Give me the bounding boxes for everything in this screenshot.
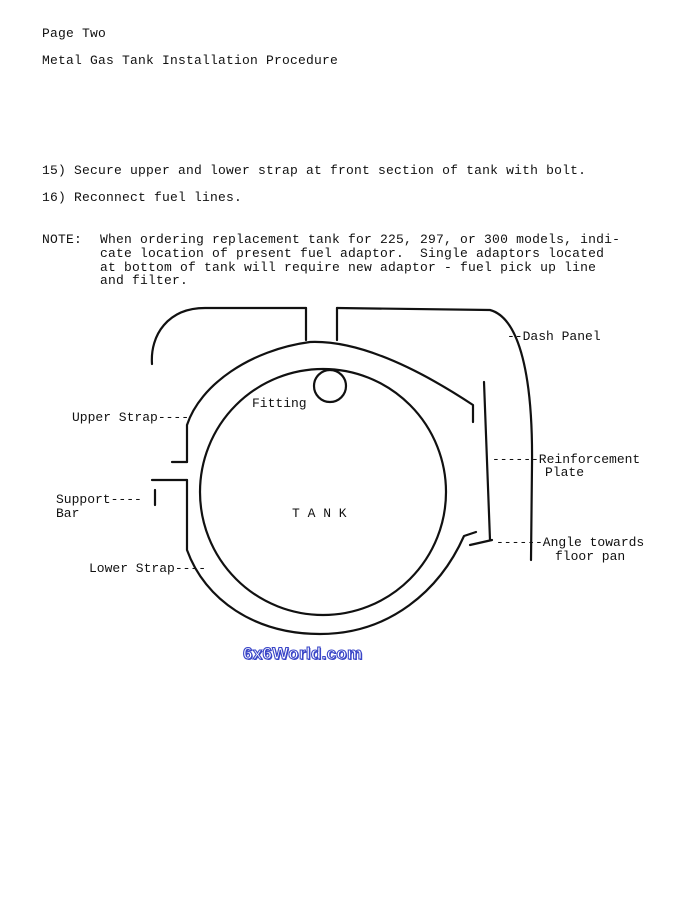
note-line: When ordering replacement tank for 225, 297, or 300 models, indi-	[100, 232, 621, 247]
reinforcement-plate	[484, 382, 490, 540]
support-bar-label: Support----	[56, 492, 142, 507]
note-line: cate location of present fuel adaptor. Single adaptors located	[100, 246, 605, 261]
support-bar-label-2: Bar	[56, 506, 80, 521]
watermark: 6x6World.com	[243, 644, 363, 663]
tank-body	[200, 369, 446, 615]
step-16: 16) Reconnect fuel lines.	[42, 190, 243, 205]
dash-panel-label: --Dash Panel	[507, 329, 601, 344]
dash-panel-outline-right	[337, 308, 532, 560]
note-prefix: NOTE:	[42, 232, 83, 247]
dash-panel-outline	[152, 308, 306, 364]
document-title: Metal Gas Tank Installation Procedure	[42, 53, 339, 68]
note-line: and filter.	[100, 273, 189, 288]
step-15: 15) Secure upper and lower strap at front section of tank with bolt.	[42, 163, 587, 178]
lower-strap	[187, 480, 476, 634]
reinforcement-label: ------Reinforcement	[492, 452, 641, 467]
page-number: Page Two	[42, 26, 107, 41]
reinforcement-label-2: Plate	[545, 465, 585, 480]
angle-label-2: floor pan	[555, 549, 626, 564]
note-line: at bottom of tank will require new adaptor - fuel pick up line	[100, 260, 597, 275]
tank-label: T A N K	[292, 506, 347, 521]
angle-label: ------Angle towards	[496, 535, 645, 550]
upper-strap-label: Upper Strap----	[72, 410, 190, 425]
fitting-label: Fitting	[252, 396, 307, 411]
fitting-circle	[314, 370, 346, 402]
lower-strap-label: Lower Strap----	[89, 561, 207, 576]
angle-floor-pan	[470, 540, 492, 545]
